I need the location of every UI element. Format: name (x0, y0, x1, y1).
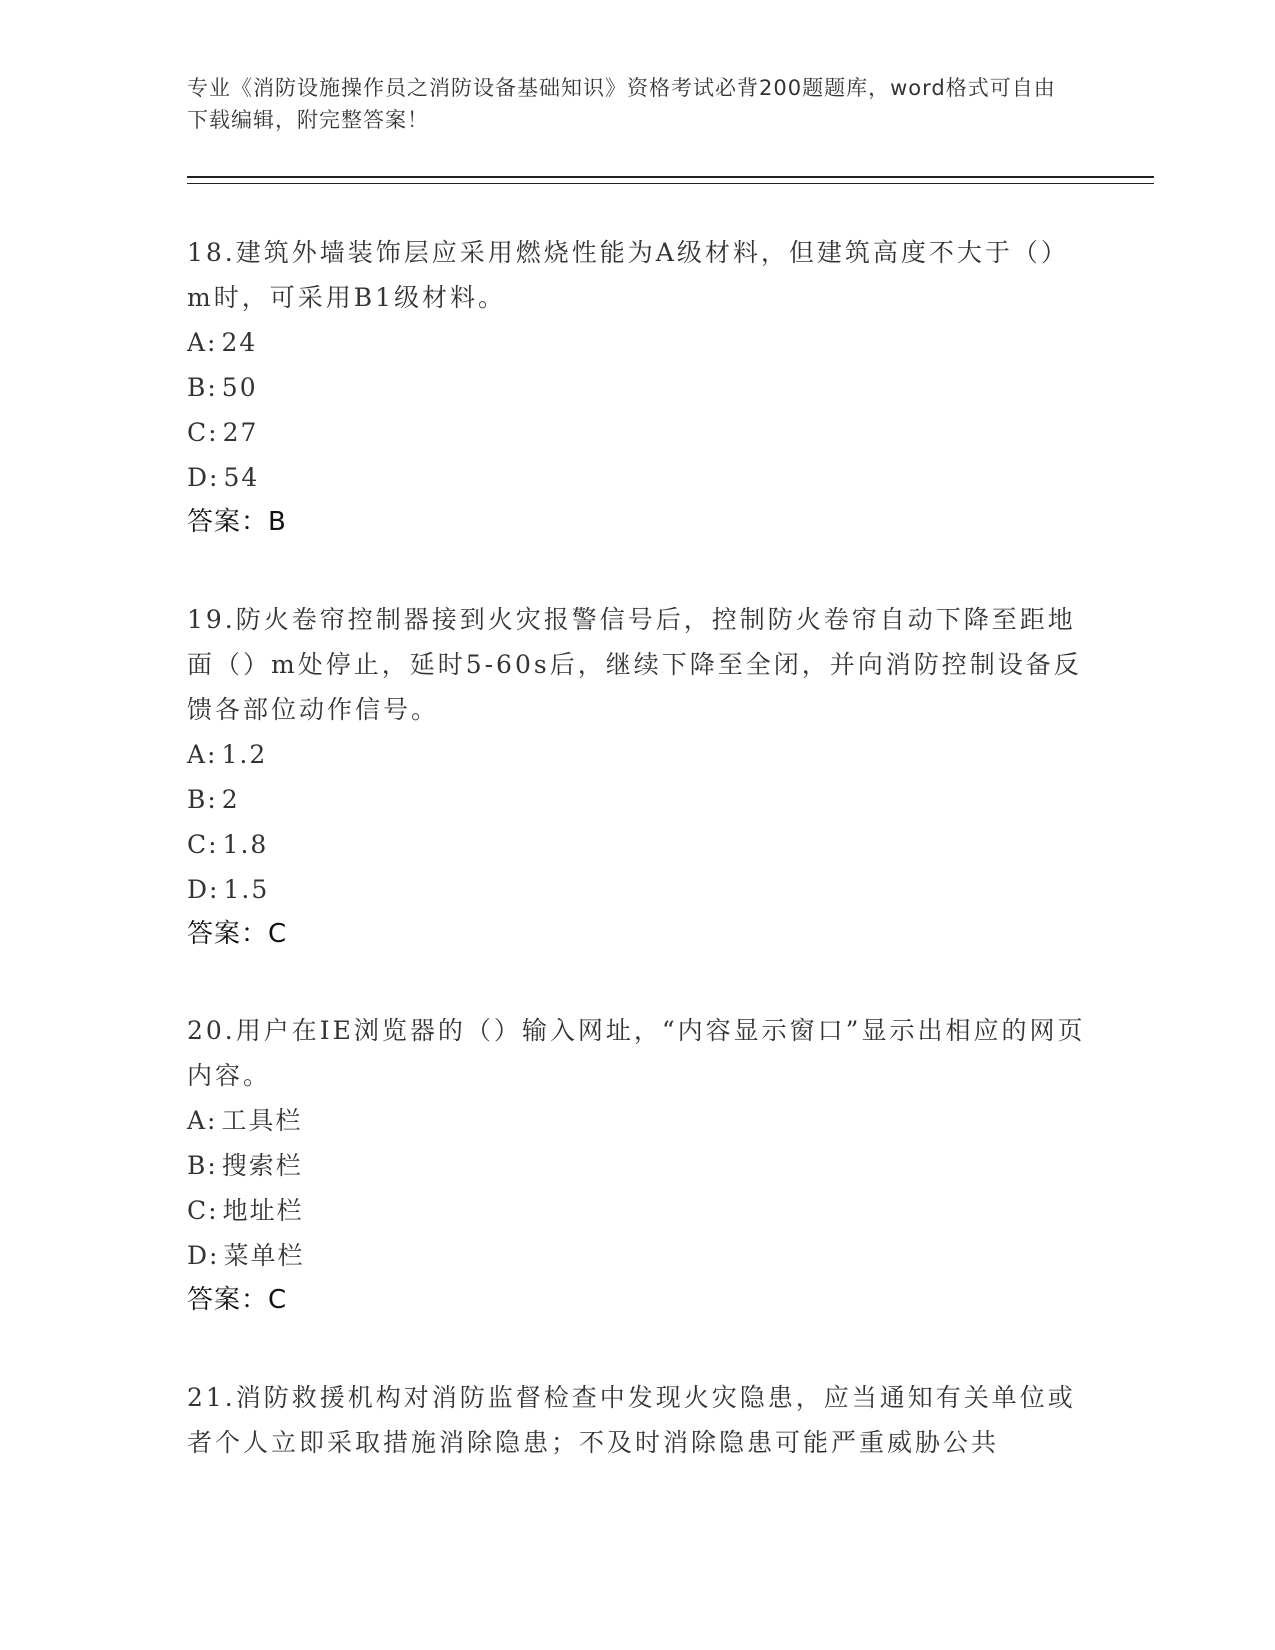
option-b (187, 777, 1087, 822)
option-label: A: (187, 328, 218, 357)
option-label: C: (187, 418, 219, 447)
document-header (187, 72, 1067, 136)
option-label: C: (187, 1196, 219, 1225)
option-label: C: (187, 830, 219, 859)
option-value: 1.2 (221, 740, 268, 769)
option-value: 2 (221, 785, 240, 814)
option-label: A: (187, 1106, 218, 1135)
option-d (187, 867, 1087, 912)
option-value: 工具栏 (221, 1106, 303, 1135)
option-b (187, 365, 1087, 410)
option-b (187, 1143, 1087, 1188)
option-value: 菜单栏 (223, 1241, 305, 1270)
option-a (187, 320, 1087, 365)
option-c (187, 822, 1087, 867)
option-c (187, 410, 1087, 455)
question-text: 19.防火卷帘控制器接到火灾报警信号后，控制防火卷帘自动下降至距地面（）m处停止，延时5-60s后，继续下降至全闭，并向消防控制设备反馈各部位动作信号。 (187, 605, 1082, 724)
option-value: 54 (223, 463, 260, 492)
option-value: 地址栏 (222, 1196, 304, 1225)
option-label: D: (187, 1241, 220, 1270)
question-text: 21.消防救援机构对消防监督检查中发现火灾隐患，应当通知有关单位或者个人立即采取措施消除隐患；不及时消除隐患可能严重威胁公共 (187, 1383, 1076, 1457)
question-20 (187, 1008, 1087, 1323)
header-title: 专业《消防设施操作员之消防设备基础知识》资格考试必背200题题库，word格式可自由下载编辑，附完整答案！ (187, 76, 1056, 132)
option-value: 搜索栏 (221, 1151, 303, 1180)
header-divider (187, 176, 1154, 184)
answer: 答案：C (187, 919, 288, 949)
option-label: B: (187, 1151, 218, 1180)
option-value: 50 (221, 373, 258, 402)
option-d (187, 1233, 1087, 1278)
option-value: 1.5 (223, 875, 270, 904)
option-value: 1.8 (222, 830, 269, 859)
question-21 (187, 1375, 1087, 1465)
option-label: D: (187, 875, 220, 904)
option-d (187, 455, 1087, 500)
question-text: 20.用户在IE浏览器的（）输入网址，“内容显示窗口”显示出相应的网页内容。 (187, 1016, 1086, 1090)
option-label: B: (187, 785, 218, 814)
question-19 (187, 597, 1087, 957)
option-value: 27 (222, 418, 259, 447)
option-value: 24 (221, 328, 258, 357)
option-a (187, 732, 1087, 777)
answer: 答案：B (187, 507, 287, 537)
question-text: 18.建筑外墙装饰层应采用燃烧性能为A级材料，但建筑高度不大于（）m时，可采用B1级材料。 (187, 238, 1069, 312)
answer: 答案：C (187, 1285, 288, 1315)
option-c (187, 1188, 1087, 1233)
option-label: D: (187, 463, 220, 492)
question-18 (187, 230, 1087, 545)
option-label: B: (187, 373, 218, 402)
option-a (187, 1098, 1087, 1143)
option-label: A: (187, 740, 218, 769)
